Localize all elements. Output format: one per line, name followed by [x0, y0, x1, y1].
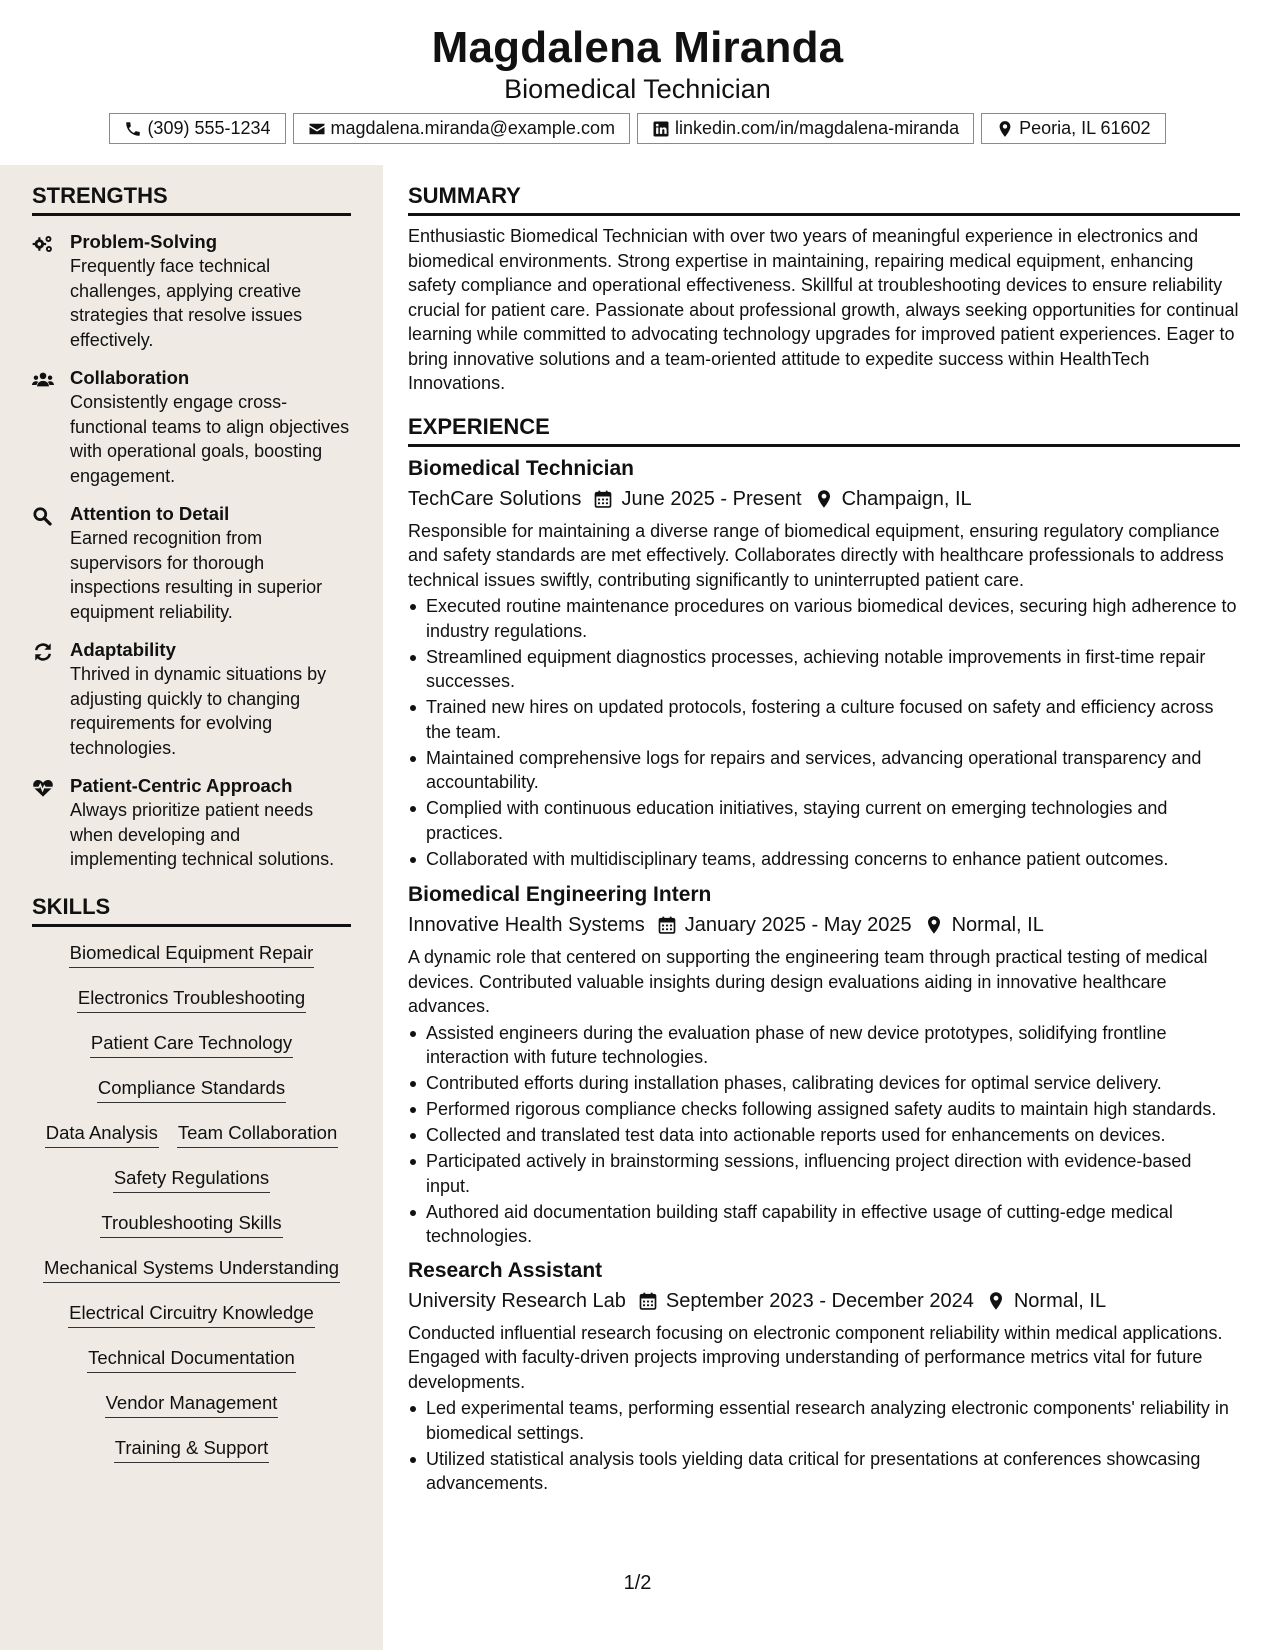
location-text: Peoria, IL 61602 [1019, 118, 1151, 138]
job-location: Normal, IL [1013, 1289, 1107, 1312]
page-number: 1/2 [623, 1572, 652, 1594]
map-pin-icon [996, 120, 1014, 138]
job-dates: January 2025 - May 2025 [684, 914, 912, 936]
gears-icon [32, 234, 54, 254]
contact-phone[interactable] [109, 113, 285, 144]
strength-title: Adaptability [70, 639, 176, 660]
job-bullet: Performed rigorous compliance checks following assigned safety audits to maintain high standards. [408, 1097, 1240, 1122]
strength-title: Patient-Centric Approach [70, 775, 293, 796]
job-meta [408, 911, 1240, 939]
linkedin-text: linkedin.com/in/magdalena-miranda [674, 118, 960, 138]
job-description: A dynamic role that centered on supporting the engineering team through practical testing of medical devices. Contributed valuable insights during design evaluations aiding in innovative healthcare advances. [408, 947, 1208, 1016]
skill-tag: Troubleshooting Skills [100, 1211, 282, 1238]
users-icon [32, 370, 54, 390]
map-pin-icon [986, 1291, 1006, 1311]
sync-icon [32, 642, 54, 662]
linkedin-icon [652, 120, 670, 138]
job-bullet: Led experimental teams, performing essential research analyzing electronic components' reliability in biomedical settings. [408, 1396, 1240, 1445]
job-dates: June 2025 - Present [621, 487, 802, 510]
job-bullets [408, 1396, 1240, 1496]
skill-tag: Biomedical Equipment Repair [69, 941, 315, 968]
candidate-title: Biomedical Technician [504, 74, 771, 104]
summary-heading: SUMMARY [408, 183, 1240, 216]
skill-tag: Patient Care Technology [90, 1031, 293, 1058]
calendar-icon [638, 1291, 658, 1311]
map-pin-icon [814, 489, 834, 509]
job-location: Normal, IL [951, 914, 1044, 936]
skill-tag: Electronics Troubleshooting [77, 986, 306, 1013]
job-bullet: Maintained comprehensive logs for repairs and services, advancing operational transparency and accountability. [408, 746, 1240, 795]
contact-email[interactable] [293, 113, 630, 144]
strength-desc: Frequently face technical challenges, applying creative strategies that resolve issues effectively. [70, 256, 303, 350]
job-bullet: Trained new hires on updated protocols, fostering a culture focused on safety and efficiency across the team. [408, 695, 1240, 744]
job-bullet: Collaborated with multidisciplinary teams, addressing concerns to enhance patient outcomes. [408, 847, 1240, 872]
skill-tag: Compliance Standards [97, 1076, 286, 1103]
strength-title: Problem-Solving [70, 231, 217, 252]
skill-tag: Electrical Circuitry Knowledge [68, 1301, 315, 1328]
strength-item [32, 774, 351, 872]
strength-item [32, 638, 351, 760]
map-pin-icon [924, 915, 944, 935]
job-bullet: Authored aid documentation building staff capability in effective usage of cutting-edge medical technologies. [408, 1200, 1240, 1249]
resume-header [0, 0, 1275, 165]
job-location: Champaign, IL [841, 487, 972, 510]
job-title: Research Assistant [408, 1258, 603, 1282]
skill-tag: Training & Support [114, 1436, 270, 1463]
skills-heading: SKILLS [32, 894, 351, 927]
email-text: magdalena.miranda@example.com [330, 118, 615, 138]
job-company: TechCare Solutions [408, 487, 582, 510]
skills-list [32, 941, 351, 1481]
job-bullet: Executed routine maintenance procedures on various biomedical devices, securing high adherence to industry regulations. [408, 594, 1240, 643]
contact-location[interactable] [981, 113, 1165, 144]
phone-text: (309) 555-1234 [147, 118, 271, 138]
strength-desc: Always prioritize patient needs when developing and implementing technical solutions. [70, 800, 335, 869]
sidebar [0, 165, 383, 1650]
job-bullet: Streamlined equipment diagnostics processes, achieving notable improvements in first-time repair successes. [408, 645, 1240, 694]
job-bullet: Contributed efforts during installation phases, calibrating devices for optimal service delivery. [408, 1071, 1240, 1096]
calendar-icon [593, 489, 613, 509]
strength-desc: Thrived in dynamic situations by adjusting quickly to changing requirements for evolving technologies. [70, 664, 327, 758]
contact-bar [0, 113, 1275, 144]
strength-item [32, 366, 351, 488]
skill-tag: Safety Regulations [113, 1166, 270, 1193]
strength-desc: Consistently engage cross-functional teams to align objectives with operational goals, boosting engagement. [70, 392, 350, 486]
job-description: Conducted influential research focusing on electronic component reliability within medical applications. Engaged with faculty-driven projects improving understanding of performance metrics vital for future developments. [408, 1322, 1223, 1392]
job-dates: September 2023 - December 2024 [665, 1289, 974, 1312]
skill-tag: Vendor Management [105, 1391, 279, 1418]
heartbeat-icon [32, 778, 54, 798]
job-meta [408, 1287, 1240, 1315]
strength-item [32, 230, 351, 352]
strength-item [32, 502, 351, 624]
phone-icon [124, 120, 142, 138]
job-bullets [408, 1021, 1240, 1249]
job-bullets [408, 594, 1240, 871]
contact-linkedin[interactable] [637, 113, 974, 144]
job-title: Biomedical Technician [408, 456, 635, 480]
experience-heading: EXPERIENCE [408, 414, 1240, 447]
job-meta [408, 485, 1240, 513]
job-bullet: Utilized statistical analysis tools yielding data critical for presentations at conferences showcasing advancements. [408, 1447, 1240, 1496]
strength-title: Collaboration [70, 367, 190, 388]
skill-tag: Mechanical Systems Understanding [43, 1256, 340, 1283]
job-company: Innovative Health Systems [408, 914, 645, 936]
skill-tag: Technical Documentation [87, 1346, 296, 1373]
job-bullet: Collected and translated test data into actionable reports used for enhancements on devices. [408, 1123, 1240, 1148]
job-entry [408, 1257, 1240, 1496]
job-description: Responsible for maintaining a diverse range of biomedical equipment, ensuring regulatory compliance and safety standards are met effectively. Collaborates directly with healthcare professionals to address technical issues swiftly, contributing significantly to uninterrupted patient care. [408, 520, 1224, 590]
calendar-icon [657, 915, 677, 935]
skill-tag: Team Collaboration [177, 1121, 338, 1148]
candidate-name: Magdalena Miranda [431, 23, 844, 72]
job-bullet: Complied with continuous education initiatives, staying current on emerging technologies and practices. [408, 796, 1240, 845]
strength-desc: Earned recognition from supervisors for thorough inspections resulting in superior equipment reliability. [70, 528, 323, 622]
job-title: Biomedical Engineering Intern [408, 883, 712, 906]
skill-tag: Data Analysis [45, 1121, 159, 1148]
job-entry [408, 455, 1240, 872]
search-icon [32, 506, 54, 526]
strengths-heading: STRENGTHS [32, 183, 351, 216]
job-company: University Research Lab [408, 1289, 626, 1312]
job-bullet: Assisted engineers during the evaluation phase of new device prototypes, solidifying frontline interaction with future technologies. [408, 1021, 1240, 1070]
job-entry [408, 881, 1240, 1249]
summary-text: Enthusiastic Biomedical Technician with over two years of meaningful experience in electronics and biomedical environments. Strong expertise in maintaining, repairing medical equipment, enhancing safety compliance and operational effectiveness. Skillful at troubleshooting devices to ensure reliability crucial for patient care. Passionate about professional growth, always seeking opportunities for continual learning while committed to advocating technology upgrades for improved patient experiences. Eager to bring innovative solutions and a team-oriented attitude to expedite success within HealthTech Innovations. [408, 226, 1239, 393]
job-bullet: Participated actively in brainstorming sessions, influencing project direction with evidence-based input. [408, 1149, 1240, 1198]
envelope-icon [308, 120, 326, 138]
main-column [408, 165, 1240, 1497]
strength-title: Attention to Detail [70, 503, 230, 524]
